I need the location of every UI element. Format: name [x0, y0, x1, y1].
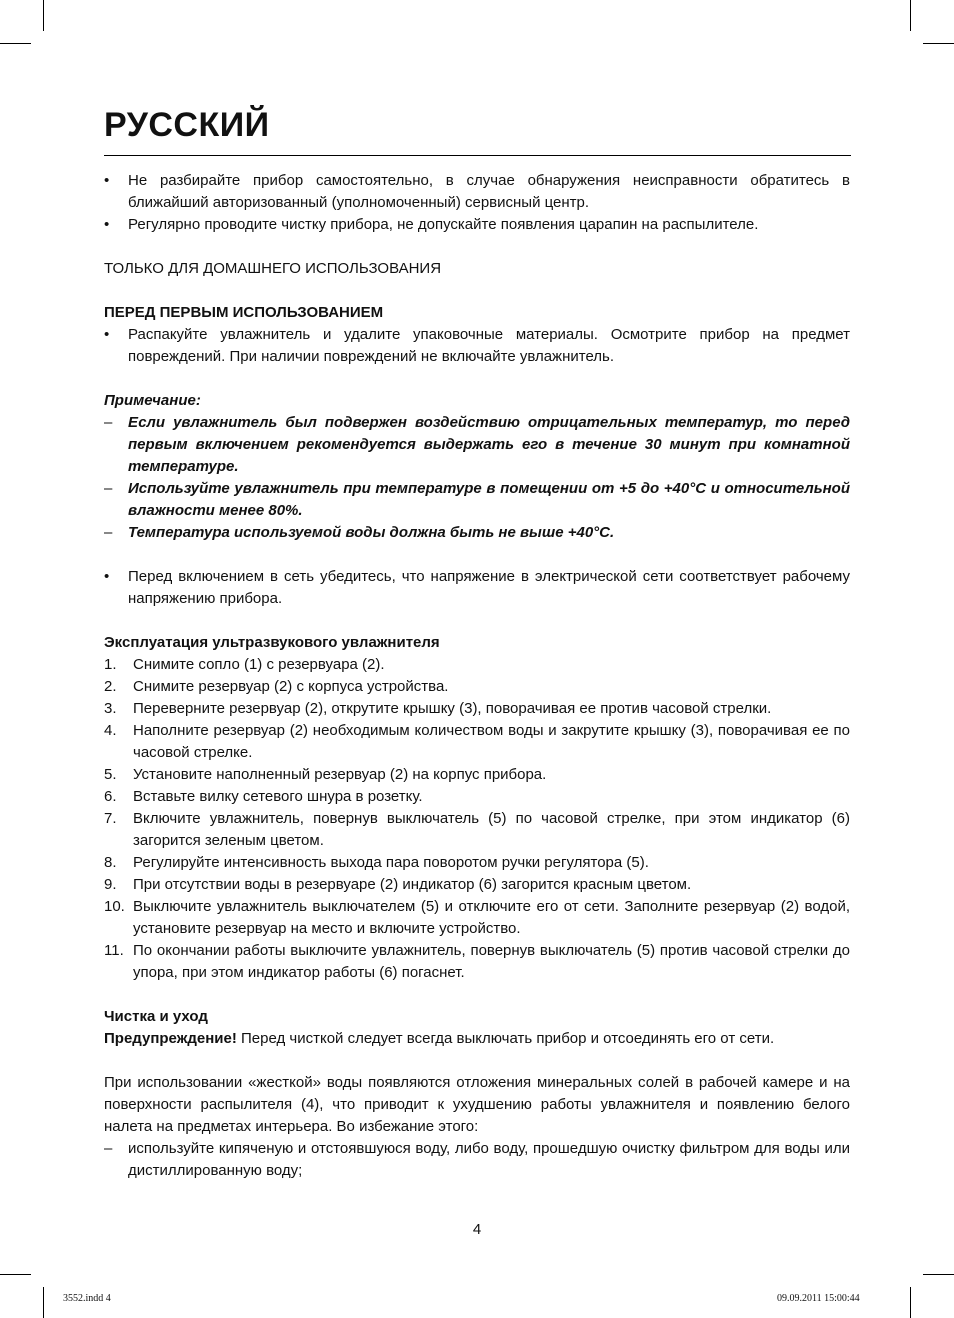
page-title: РУССКИЙ	[104, 106, 270, 144]
crop-mark	[0, 1274, 31, 1275]
operation-steps	[104, 654, 850, 984]
page-number: 4	[472, 1221, 482, 1238]
slug-date: 09.09.2011 15:00:44	[777, 1293, 860, 1304]
section-heading-cleaning: Чистка и уход	[104, 1008, 208, 1025]
crop-mark	[43, 1287, 44, 1318]
step-item: 9. При отсутствии воды в резервуаре (2) индикатор (6) загорится красным цветом.	[104, 876, 692, 893]
step-item: 7. Включите увлажнитель, повернув выключатель (5) по часовой стрелке, при этом индикатор (6) загорится зеленым цветом.	[104, 810, 850, 849]
warning-label: Предупреждение!	[104, 1030, 237, 1047]
warning-text: Перед чисткой следует всегда выключать прибор и отсоединять его от сети.	[236, 1030, 775, 1047]
cleaning-warning	[104, 1028, 850, 1050]
dash-item: – используйте кипяченую и отстоявшуюся воду, либо воду, прошедшую очистку фильтром для воды или дистиллированную воду;	[104, 1140, 850, 1179]
home-use-notice: ТОЛЬКО ДЛЯ ДОМАШНЕГО ИСПОЛЬЗОВАНИЯ	[104, 260, 442, 277]
crop-mark	[0, 43, 31, 44]
bullet-item: • Не разбирайте прибор самостоятельно, в случае обнаружения неисправности обратитесь в ближайший авторизованный (уполномоченный) сервисный центр.	[104, 172, 850, 211]
bullet-item: • Распакуйте увлажнитель и удалите упаковочные материалы. Осмотрите прибор на предмет повреждений. При наличии повреждений не включайте увлажнитель.	[104, 326, 850, 365]
bullet-item: • Регулярно проводите чистку прибора, не допускайте появления царапин на распылителе.	[104, 216, 759, 233]
note-heading: Примечание:	[104, 392, 201, 409]
step-item: 11. По окончании работы выключите увлажнитель, повернув выключатель (5) против часовой стрелки до упора, при этом индикатор работы (6) погаснет.	[104, 942, 850, 981]
note-item: – Если увлажнитель был подвержен воздействию отрицательных температур, то перед первым включением рекомендуется выдержать его в течение 30 минут при комнатной температуре.	[104, 414, 850, 475]
step-item: 3. Переверните резервуар (2), открутите крышку (3), поворачивая ее против часовой стрелки.	[104, 700, 772, 717]
step-item: 4. Наполните резервуар (2) необходимым количеством воды и закрутите крышку (3), поворачивая ее по часовой стрелке.	[104, 722, 850, 761]
crop-mark	[910, 0, 911, 31]
step-item: 8. Регулируйте интенсивность выхода пара поворотом ручки регулятора (5).	[104, 854, 649, 871]
bullet-item: • Перед включением в сеть убедитесь, что напряжение в электрической сети соответствует рабочему напряжению прибора.	[104, 568, 850, 607]
step-item: 6. Вставьте вилку сетевого шнура в розетку.	[104, 788, 423, 805]
step-item: 10. Выключите увлажнитель выключателем (5) и отключите его от сети. Заполните резервуар (2) водой, установите резервуар на место и включите устройство.	[104, 898, 850, 937]
document-body	[104, 170, 850, 1182]
section-heading-before-use: ПЕРЕД ПЕРВЫМ ИСПОЛЬЗОВАНИЕМ	[104, 304, 384, 321]
slug-file: 3552.indd 4	[63, 1293, 111, 1304]
crop-mark	[923, 1274, 954, 1275]
note-item: – Температура используемой воды должна быть не выше +40°С.	[104, 524, 615, 541]
title-rule	[104, 155, 851, 156]
section-heading-operation: Эксплуатация ультразвукового увлажнителя	[104, 634, 440, 651]
step-item: 5. Установите наполненный резервуар (2) на корпус прибора.	[104, 766, 547, 783]
step-item: 1. Снимите сопло (1) с резервуара (2).	[104, 656, 385, 673]
note-item: – Используйте увлажнитель при температуре в помещении от +5 до +40°С и относительной влажности менее 80%.	[104, 480, 850, 519]
crop-mark	[910, 1287, 911, 1318]
crop-mark	[43, 0, 44, 31]
step-item: 2. Снимите резервуар (2) с корпуса устройства.	[104, 678, 449, 695]
crop-mark	[923, 43, 954, 44]
cleaning-paragraph: При использовании «жесткой» воды появляются отложения минеральных солей в рабочей камере и на поверхности распылителя (4), что приводит к ухудшению работы увлажнителя и появлению белого налета на предметах интерьера. Во избежание этого:	[104, 1074, 850, 1135]
